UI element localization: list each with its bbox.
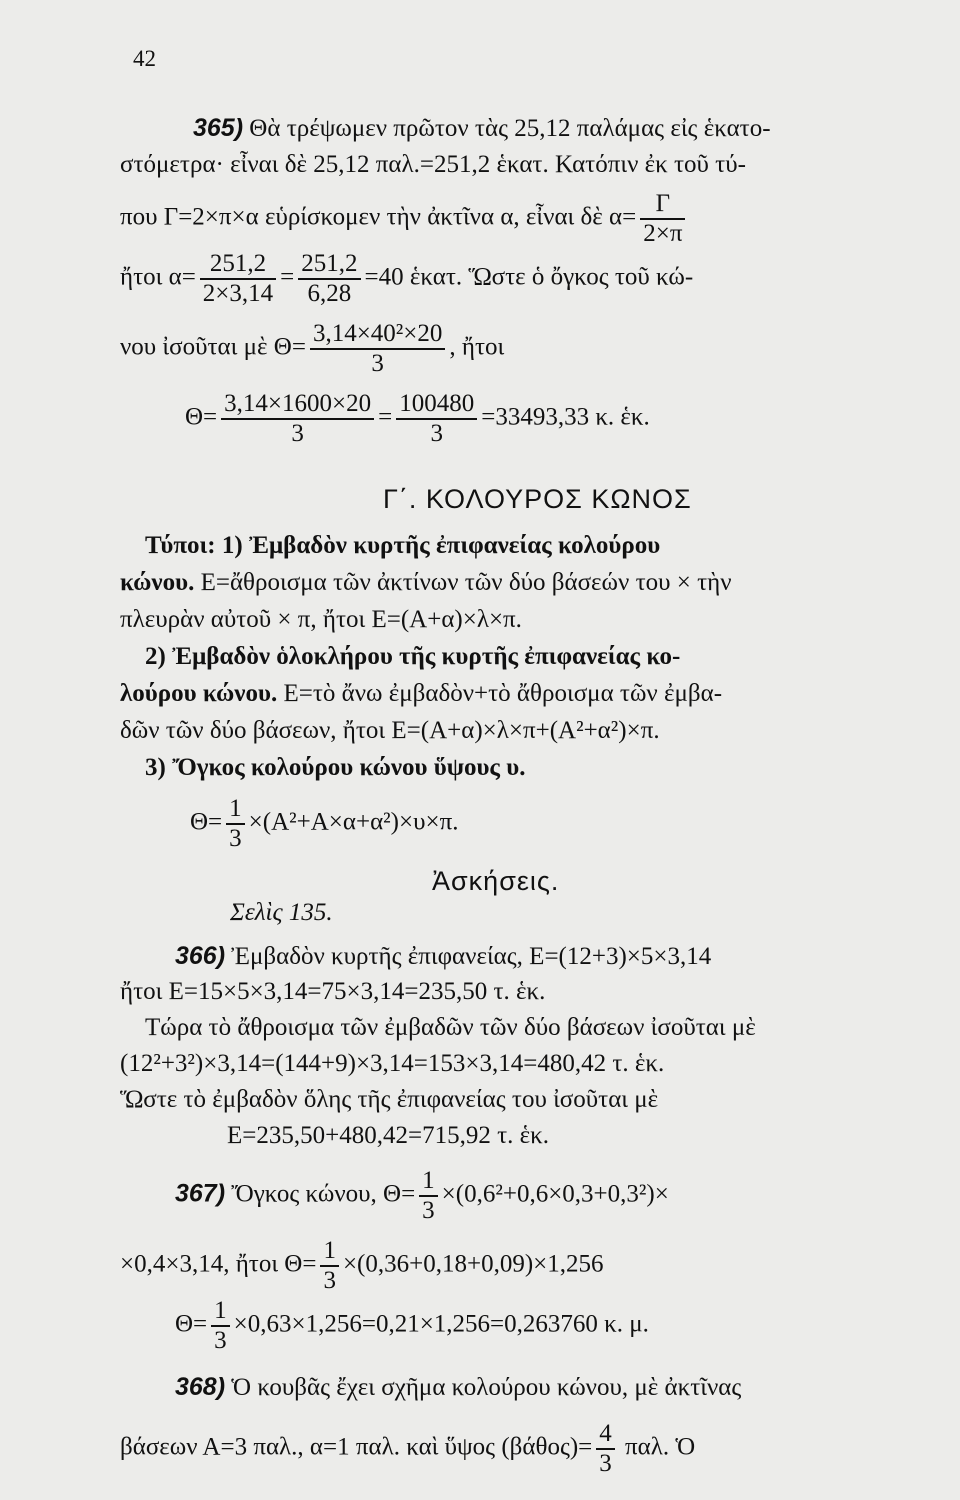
fraction [310, 320, 445, 378]
section-title: Γ΄. ΚΟΛΟΥΡΟΣ ΚΩΝΟΣ [383, 484, 692, 514]
formula-2-line-2 [120, 679, 722, 709]
formula-1-line-1 [145, 531, 660, 561]
exercises-title: Ἀσκήσεις. [432, 866, 560, 896]
formulas-label: Τύποι: [145, 532, 216, 559]
text: ×0,63×1,256=0,21×1,256=0,263760 κ. μ. [233, 1310, 649, 1338]
numerator: 4 [596, 1420, 615, 1450]
fraction [211, 1297, 230, 1355]
text: λούρου κώνου. [120, 680, 278, 707]
problem-number: 368) [175, 1373, 226, 1401]
formula-2-line-1: 2) Ἐμβαδὸν ὁλοκλήρου τῆς κυρτῆς ἐπιφανείας κο- [145, 643, 681, 670]
fraction [396, 390, 477, 448]
numerator: 1 [211, 1297, 230, 1327]
problem-365-line-1 [193, 113, 771, 144]
text: ἤτοι α= [120, 263, 196, 291]
formula-1-line-3: πλευρὰν αὐτοῦ × π, ἤτοι Ε=(Α+α)×λ×π. [120, 606, 522, 633]
formula-2-line-3: δῶν τῶν δύο βάσεων, ἤτοι Ε=(Α+α)×λ×π+(Α²+α²)×π. [120, 717, 660, 744]
numerator: 3,14×40²×20 [310, 320, 445, 350]
problem-365-line-3 [120, 190, 689, 248]
text: Ἐμβαδὸν κυρτῆς ἐπιφανείας, Ε=(12+3)×5×3,14 [225, 943, 712, 970]
text: Θ= [175, 1310, 208, 1338]
fraction [640, 190, 685, 248]
problem-365-line-5 [120, 320, 504, 378]
denominator: 3 [599, 1450, 612, 1477]
text: βάσεων Α=3 παλ., α=1 παλ. καὶ ὕψος (βάθος)= [120, 1433, 593, 1461]
text: =40 ἑκατ. Ὥστε ὁ ὄγκος τοῦ κώ- [364, 263, 694, 291]
text: Θ= [185, 403, 218, 431]
numerator: 251,2 [298, 250, 360, 280]
text: = [378, 403, 393, 431]
text: = [280, 263, 295, 291]
text: κώνου. [120, 569, 195, 596]
text: παλ. Ὁ [618, 1433, 696, 1461]
denominator: 2×3,14 [202, 280, 274, 307]
numerator: 3,14×1600×20 [221, 390, 374, 420]
problem-366-line-6: Ε=235,50+480,42=715,92 τ. ἑκ. [227, 1122, 549, 1149]
fraction [200, 250, 276, 308]
text: ×(Α²+Α×α+α²)×υ×π. [248, 808, 459, 836]
problem-365-line-4 [120, 250, 693, 308]
page-number: 42 [133, 46, 156, 71]
problem-367-line-2 [120, 1237, 604, 1295]
fraction [221, 390, 374, 448]
text: που Γ=2×π×α εὑρίσκομεν τὴν ἀκτῖνα α, εἶναι δὲ α= [120, 203, 637, 231]
text: νου ἰσοῦται μὲ Θ= [120, 333, 306, 361]
denominator: 3 [430, 420, 443, 447]
formula-3-expression [190, 795, 458, 853]
page-reference: Σελὶς 135. [230, 899, 333, 926]
problem-367-line-3 [175, 1297, 649, 1355]
problem-366-line-1 [175, 941, 711, 972]
numerator: Γ [640, 190, 685, 220]
fraction [419, 1167, 438, 1225]
problem-367-line-1 [175, 1167, 669, 1225]
formula-3-title: 3) Ὄγκος κολούρου κώνου ὕψους υ. [145, 754, 526, 781]
denominator: 2×π [643, 220, 683, 247]
fraction [298, 250, 360, 308]
text: Θὰ τρέψωμεν πρῶτον τὰς 25,12 παλάμας εἰς ἑκατο- [243, 115, 771, 142]
denominator: 3 [291, 420, 304, 447]
text: ×0,4×3,14, ἤτοι Θ= [120, 1250, 317, 1278]
denominator: 3 [214, 1327, 227, 1354]
text: =33493,33 κ. ἑκ. [481, 403, 650, 431]
text: Θ= [190, 808, 223, 836]
problem-number: 366) [175, 942, 226, 970]
denominator: 3 [371, 350, 384, 377]
denominator: 3 [323, 1267, 336, 1294]
fraction [320, 1237, 339, 1295]
problem-366-line-5: Ὥστε τὸ ἐμβαδὸν ὅλης τῆς ἐπιφανείας του ἰσοῦται μὲ [120, 1086, 659, 1113]
numerator: 251,2 [200, 250, 276, 280]
text: Ε=τὸ ἄνω ἐμβαδὸν+τὸ ἄθροισμα τῶν ἐμβα- [277, 680, 723, 707]
problem-366-line-2: ἤτοι Ε=15×5×3,14=75×3,14=235,50 τ. ἑκ. [120, 978, 546, 1005]
text: Ὁ κουβᾶς ἔχει σχῆμα κολούρου κώνου, μὲ ἀκτῖνας [225, 1374, 742, 1401]
numerator: 100480 [396, 390, 477, 420]
text: ×(0,36+0,18+0,09)×1,256 [342, 1250, 604, 1278]
problem-366-line-3: Τώρα τὸ ἄθροισμα τῶν ἐμβαδῶν τῶν δύο βάσεων ἰσοῦται μὲ [145, 1014, 756, 1041]
denominator: 3 [422, 1197, 435, 1224]
text: Ε=ἄθροισμα τῶν ἀκτίνων τῶν δύο βάσεών του × τὴν [194, 569, 732, 596]
numerator: 1 [320, 1237, 339, 1267]
fraction [596, 1420, 615, 1478]
problem-366-line-4: (12²+3²)×3,14=(144+9)×3,14=153×3,14=480,42 τ. ἑκ. [120, 1050, 665, 1077]
problem-number: 365) [193, 114, 244, 142]
problem-number: 367) [175, 1179, 226, 1208]
text: ×(0,6²+0,6×0,3+0,3²)× [441, 1180, 669, 1208]
denominator: 3 [229, 825, 242, 852]
problem-368-line-2 [120, 1420, 695, 1478]
text: 1) Ἐμβαδὸν κυρτῆς ἐπιφανείας κολούρου [215, 532, 661, 559]
text: Ὄγκος κώνου, Θ= [225, 1180, 416, 1208]
problem-365-line-6 [185, 390, 650, 448]
numerator: 1 [226, 795, 245, 825]
denominator: 6,28 [307, 280, 352, 307]
numerator: 1 [419, 1167, 438, 1197]
problem-365-line-2: στόμετρα· εἶναι δὲ 25,12 παλ.=251,2 ἑκατ. Κατόπιν ἐκ τοῦ τύ- [120, 151, 746, 178]
text: , ἤτοι [449, 333, 505, 361]
formula-1-line-2 [120, 568, 732, 598]
problem-368-line-1 [175, 1372, 741, 1403]
fraction [226, 795, 245, 853]
